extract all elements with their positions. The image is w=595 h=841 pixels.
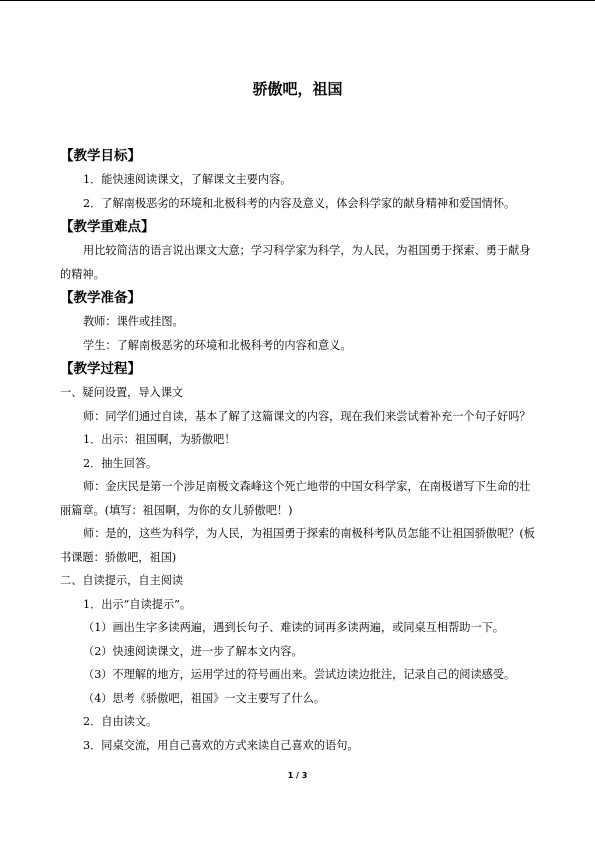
process-paragraph: （2）快速阅读课文，进一步了解本文内容。 <box>83 644 303 658</box>
process-paragraph: 师：是的，这些为科学，为人民，为祖国勇于探索的南极科考队员怎能不让祖国骄傲呢？(板书课题：骄傲吧，祖国) <box>60 527 535 564</box>
process-paragraph: 师：金庆民是第一个涉足南极文森峰这个死亡地带的中国女科学家，在南极谱写下生命的壮丽篇章。(填写：祖国啊，为你的女儿骄傲吧！) <box>60 480 531 517</box>
prep-teacher: 教师：课件或挂图。 <box>83 315 184 328</box>
section-heading-preparation: 【教学准备】 <box>60 290 141 306</box>
key-points-text: 用比较简洁的语言说出课文大意；学习科学家为科学，为人民，为祖国勇于探索、勇于献身的精神。 <box>60 244 531 281</box>
process-paragraph: 3．同桌交流，用自己喜欢的方式来读自己喜欢的语句。 <box>83 738 359 752</box>
process-paragraph: 2．抽生回答。 <box>83 456 158 470</box>
page-number: 1 / 3 <box>287 771 308 780</box>
goal-item-1: 1．能快速阅读课文，了解课文主要内容。 <box>83 173 292 186</box>
process-paragraph: （4）思考《骄傲吧，祖国》一文主要写了什么。 <box>83 691 326 705</box>
section-heading-process: 【教学过程】 <box>60 361 141 377</box>
goal-item-2: 2．了解南极恶劣的环境和北极科考的内容及意义，体会科学家的献身精神和爱国情怀。 <box>83 196 516 210</box>
process-paragraph: 师：同学们通过自读，基本了解了这篇课文的内容，现在我们来尝试着补充一个句子好吗？ <box>83 409 531 423</box>
process-paragraph: （3）不理解的地方，运用学过的符号画出来。尝试边读边批注，记录自己的阅读感受。 <box>83 668 516 681</box>
process-paragraph: 1．出示：祖国啊，为骄傲吧！ <box>83 433 236 446</box>
section-heading-key-points: 【教学重难点】 <box>60 219 155 235</box>
document-body <box>60 144 538 757</box>
section-heading-goal: 【教学目标】 <box>60 148 141 164</box>
process-paragraph: 1．出示“自读提示”。 <box>83 597 192 611</box>
process-part-1-title: 一、疑问设置，导入课文 <box>60 386 184 399</box>
prep-student: 学生：了解南极恶劣的环境和北极科考的内容和意义。 <box>83 338 352 352</box>
process-part-2-title: 二、自读提示，自主阅读 <box>60 574 184 587</box>
process-paragraph: （1）画出生字多读两遍，遇到长句子、难读的词再多读两遍，或同桌互相帮助一下。 <box>83 621 505 634</box>
process-paragraph: 2．自由读文。 <box>83 715 158 728</box>
document-title: 骄傲吧，祖国 <box>252 80 343 98</box>
